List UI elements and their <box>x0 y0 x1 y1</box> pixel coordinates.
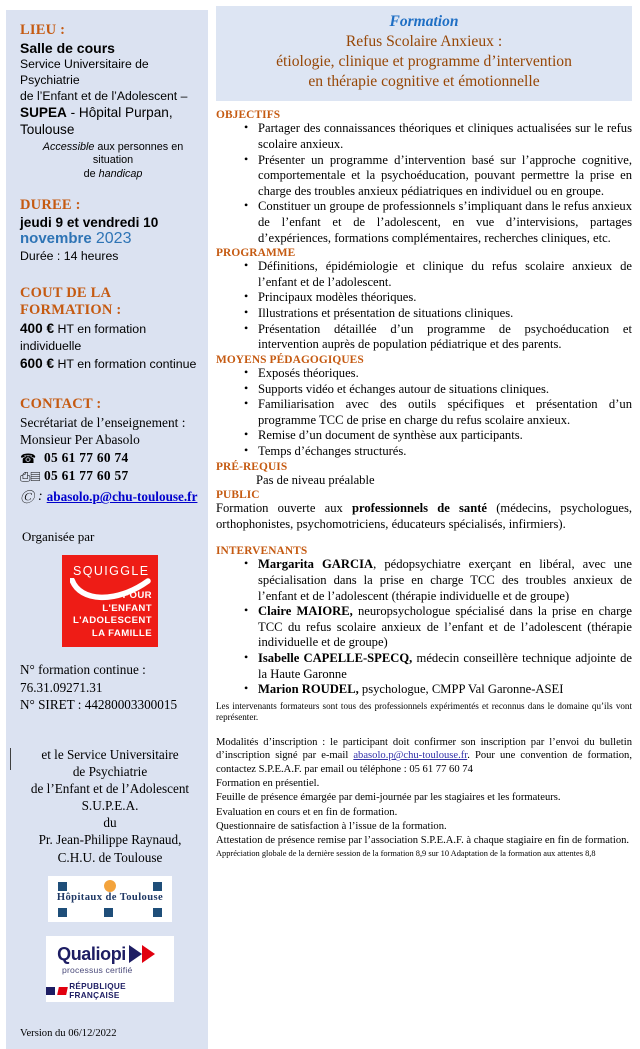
main-content <box>212 0 640 900</box>
rf-blue-block-icon <box>46 987 55 995</box>
contact-phone-row <box>20 450 200 466</box>
objectifs-list <box>216 121 632 246</box>
prerequis-text: Pas de niveau préalable <box>256 472 375 487</box>
contact-fax-row <box>20 468 200 484</box>
squiggle-tagline-2: L'ENFANT <box>102 602 152 614</box>
squiggle-logo <box>62 555 158 647</box>
section-heading-moyens-pedagogiques: MOYENS PÉDAGOGIQUES <box>216 353 364 366</box>
intervenant-name: Margarita GARCIA <box>258 557 374 572</box>
siret-number: N° SIRET : 44280003300015 <box>20 697 178 713</box>
accessible-rest1: aux personnes en situation <box>92 140 184 167</box>
squiggle-tagline-1: POUR <box>122 589 152 601</box>
lieu-service-line1: Service Universitaire de Psychiatrie <box>20 57 149 87</box>
contact-fax: 05 61 77 60 57 <box>44 468 129 484</box>
duree-hours: Durée : 14 heures <box>20 249 119 264</box>
contact-line-2: Monsieur Per Abasolo <box>20 431 140 447</box>
intervenant-name: Isabelle CAPELLE-SPECQ, <box>258 651 413 666</box>
public-text <box>216 501 632 532</box>
accessible-word: Accessible <box>42 140 95 153</box>
modalites-line: Feuille de présence émargée par demi-journée par les stagiaires et les formateurs. <box>216 792 561 804</box>
lieu-heading: LIEU : <box>20 22 66 38</box>
lieu-city: Toulouse <box>20 121 75 137</box>
sidebar <box>0 0 212 1039</box>
hopitaux-logo-text: Hôpitaux de Toulouse <box>56 891 164 903</box>
squiggle-tagline-3: L'ADOLESCENT <box>72 615 152 627</box>
list-item: • Partager des connaissances théoriques et cliniques actualisées sur le refus scolaire anxieux. <box>244 121 632 152</box>
contact-line-1: Secrétariat de l’enseignement : <box>20 414 186 430</box>
public-text-after: (médecins, psychologues, orthophonistes, psychomotriciens, éducateurs spécialisés, infirmiers). <box>216 501 633 531</box>
hopitaux-square-icon <box>104 908 113 917</box>
intervenant-desc: psychologue, CMPP Val Garonne-ASEI <box>358 682 564 697</box>
section-heading-objectifs: OBJECTIFS <box>216 109 281 122</box>
intervenants-note: Les intervenants formateurs sont tous des professionnels expérimentés et reconnus dans le domaine qu’ils vont représenter. <box>216 700 632 723</box>
speaf-line-3: de l’Enfant et de l’Adolescent <box>30 780 190 796</box>
intervenant-desc: , pédopsychiatre exerçant en libéral, avec une spécialisation dans la prise en charge TCC des troubles anxieux de l’enfant et de l’adolescent (thérapie individuelle et de groupe) <box>258 557 632 603</box>
registration-numbers <box>20 661 200 713</box>
section-heading-public: PUBLIC <box>216 489 260 502</box>
lieu-accessibility <box>26 141 200 181</box>
cout-heading: COUT DE LA FORMATION : <box>20 285 122 319</box>
list-item: • Remise d’un document de synthèse aux participants. <box>244 428 632 444</box>
modalites-paragraph <box>216 736 632 777</box>
at-icon: Ⓒ <box>20 491 34 507</box>
modalites-email-link[interactable]: abasolo.p@chu-toulouse.fr <box>353 750 468 762</box>
list-item: • Présenter un programme d’intervention basé sur l’approche cognitive, comportementale et la psychoéducation, pouvant permettre la prise en charge des troubles anxieux pédiatriques en individuel ou en groupe. <box>244 153 632 200</box>
section-heading-prerequis: PRÉ-REQUIS <box>216 460 288 473</box>
cout-amount-1: 400 € <box>20 321 55 337</box>
speaf-line-6: Pr. Jean-Philippe Raynaud, <box>38 832 182 848</box>
contact-heading: CONTACT : <box>20 395 102 412</box>
intervenant-desc: médecin conseillère technique adjointe de la Haute Garonne <box>258 651 632 681</box>
list-item: • Principaux modèles théoriques. <box>244 290 632 306</box>
title-line-3: en thérapie cognitive et émotionnelle <box>308 73 540 91</box>
modalites-line: Questionnaire de satisfaction à l’issue de la formation. <box>216 820 447 832</box>
duree-days: jeudi 9 et vendredi 10 <box>20 215 159 231</box>
lieu-room: Salle de cours <box>20 40 115 56</box>
qualiopi-wordmark: Qualiopi <box>57 943 126 964</box>
fax-icon: ⎙▤ <box>20 468 41 484</box>
formation-continue-label: N° formation continue : <box>20 662 146 678</box>
modalites-line: Attestation de présence remise par l’association S.P.E.A.F. à chaque stagiaire en fin de formation. <box>216 835 630 847</box>
list-item: • Familiarisation avec des outils spécifiques et présentation d’un programme TCC de prise en charge du refus scolaire anxieux. <box>244 397 632 428</box>
title-banner <box>216 6 632 101</box>
speaf-line-7: C.H.U. de Toulouse <box>57 849 163 865</box>
qualiopi-subtitle: processus certifié <box>62 964 133 975</box>
modalites-text-after: . Pour une convention de formation, contactez S.P.E.A.F. par email ou téléphone : 05 61 77 60 74 <box>216 750 632 776</box>
republique-francaise-row <box>46 982 174 1000</box>
contact-email-link[interactable]: abasolo.p@chu-toulouse.fr <box>46 489 198 505</box>
intervenants-list <box>216 557 632 697</box>
duree-heading: DUREE : <box>20 197 81 214</box>
title-formation-label: Formation <box>389 13 459 30</box>
public-text-before: Formation ouverte aux <box>216 501 352 516</box>
list-item: • Définitions, épidémiologie et clinique du refus scolaire anxieux de l’enfant et de l’adolescent. <box>244 259 632 290</box>
sidebar-panel <box>6 10 208 1049</box>
title-line-2: étiologie, clinique et programme d’intervention <box>276 52 572 70</box>
hopitaux-circle-icon <box>104 880 116 892</box>
squiggle-tagline-4: LA FAMILLE <box>91 628 152 640</box>
list-item: • Exposés théoriques. <box>244 366 632 382</box>
modalites-line: Formation en présentiel. <box>216 777 320 789</box>
accessible-rest2: de <box>83 167 99 180</box>
telephone-icon: ☎ <box>20 450 37 466</box>
hopitaux-square-icon <box>153 908 162 917</box>
cout-text-1: HT en formation individuelle <box>20 322 147 354</box>
squiggle-logo-tagline <box>73 590 152 642</box>
lieu-service-line2: de l’Enfant et de l’Adolescent – <box>20 88 188 103</box>
modalites-line: Evaluation en cours et en fin de formation. <box>216 806 398 818</box>
cout-amount-2: 600 € <box>20 356 55 372</box>
intervenant-desc: neuropsychologue spécialisé dans la prise en charge TCC du refus scolaire anxieux de l’enfant et de l’adolescent (thérapie individuelle et de groupe) <box>258 604 632 650</box>
lieu-supea-rest: - Hôpital Purpan, <box>66 104 173 120</box>
squiggle-logo-name: SQUIGGLE <box>73 564 150 579</box>
list-item: • Temps d’échanges structurés. <box>244 444 632 460</box>
speaf-block <box>20 746 200 866</box>
modalites-text-before: Modalités d’inscription : le participant doit confirmer son inscription par l’envoi du bulletin d’inscription signé par e-mail <box>216 736 632 762</box>
list-item <box>244 557 632 604</box>
left-vertical-rule <box>10 748 11 770</box>
section-heading-intervenants: INTERVENANTS <box>216 545 308 558</box>
document-version: Version du 06/12/2022 <box>20 1027 117 1039</box>
hopitaux-square-icon <box>58 908 67 917</box>
public-text-bold: professionnels de santé <box>352 501 488 516</box>
speaf-line-5: du <box>103 815 117 831</box>
section-heading-programme: PROGRAMME <box>216 247 296 260</box>
list-item <box>244 651 632 682</box>
moyens-list <box>216 366 632 460</box>
qualiopi-logo <box>46 936 174 1002</box>
list-item <box>244 604 632 651</box>
list-item: • Illustrations et présentation de situations cliniques. <box>244 306 632 322</box>
list-item: • Présentation détaillée d’un programme de psychoéducation et intervention auprès de population pédiatrique et des parents. <box>244 322 632 353</box>
speaf-line-1: et le Service Universitaire <box>41 746 179 762</box>
duree-month: novembre <box>20 230 92 248</box>
cout-price-individuelle <box>20 320 200 355</box>
qualiopi-chevrons-icon <box>129 944 163 964</box>
hopitaux-de-toulouse-logo <box>48 876 172 922</box>
duree-year: 2023 <box>95 230 132 248</box>
hopitaux-square-icon <box>153 882 162 891</box>
hopitaux-square-icon <box>58 882 67 891</box>
republique-francaise-text: RÉPUBLIQUE FRANÇAISE <box>69 981 126 1000</box>
duree-month-year <box>20 230 200 248</box>
contact-phone: 05 61 77 60 74 <box>44 450 129 466</box>
formation-continue-number: 76.31.09271.31 <box>20 679 103 695</box>
contact-email-row <box>20 487 200 507</box>
list-item <box>244 682 632 698</box>
title-line-1: Refus Scolaire Anxieux : <box>345 32 503 50</box>
organise-par-label: Organisée par <box>22 529 95 545</box>
lieu-supea <box>20 105 200 122</box>
handicap-word: handicap <box>98 167 143 180</box>
qualiopi-wordmark-row <box>46 944 174 965</box>
programme-list <box>216 259 632 353</box>
intervenant-name: Claire MAIORE, <box>258 604 353 619</box>
rf-red-block-icon <box>57 987 67 995</box>
intervenant-name: Marion ROUDEL, <box>258 682 359 697</box>
lieu-supea-bold: SUPEA <box>20 104 67 120</box>
list-item: • Supports vidéo et échanges autour de situations cliniques. <box>244 382 632 398</box>
cout-text-2: HT en formation continue <box>54 357 197 372</box>
list-item: • Constituer un groupe de professionnels s’impliquant dans le refus anxieux de l’enfant et de l’adolescent, en vue d’intervisions, partages d’expériences, formations complémentaires, recherches cliniques, etc. <box>244 199 632 246</box>
cout-price-continue <box>20 355 200 373</box>
email-separator: : <box>38 489 43 505</box>
speaf-line-4: S.U.P.E.A. <box>81 798 139 814</box>
speaf-line-2: de Psychiatrie <box>72 763 148 779</box>
satisfaction-rating: Appréciation globale de la dernière session de la formation 8,9 sur 10 Adaptation de la formation aux attentes 8,8 <box>216 849 596 859</box>
